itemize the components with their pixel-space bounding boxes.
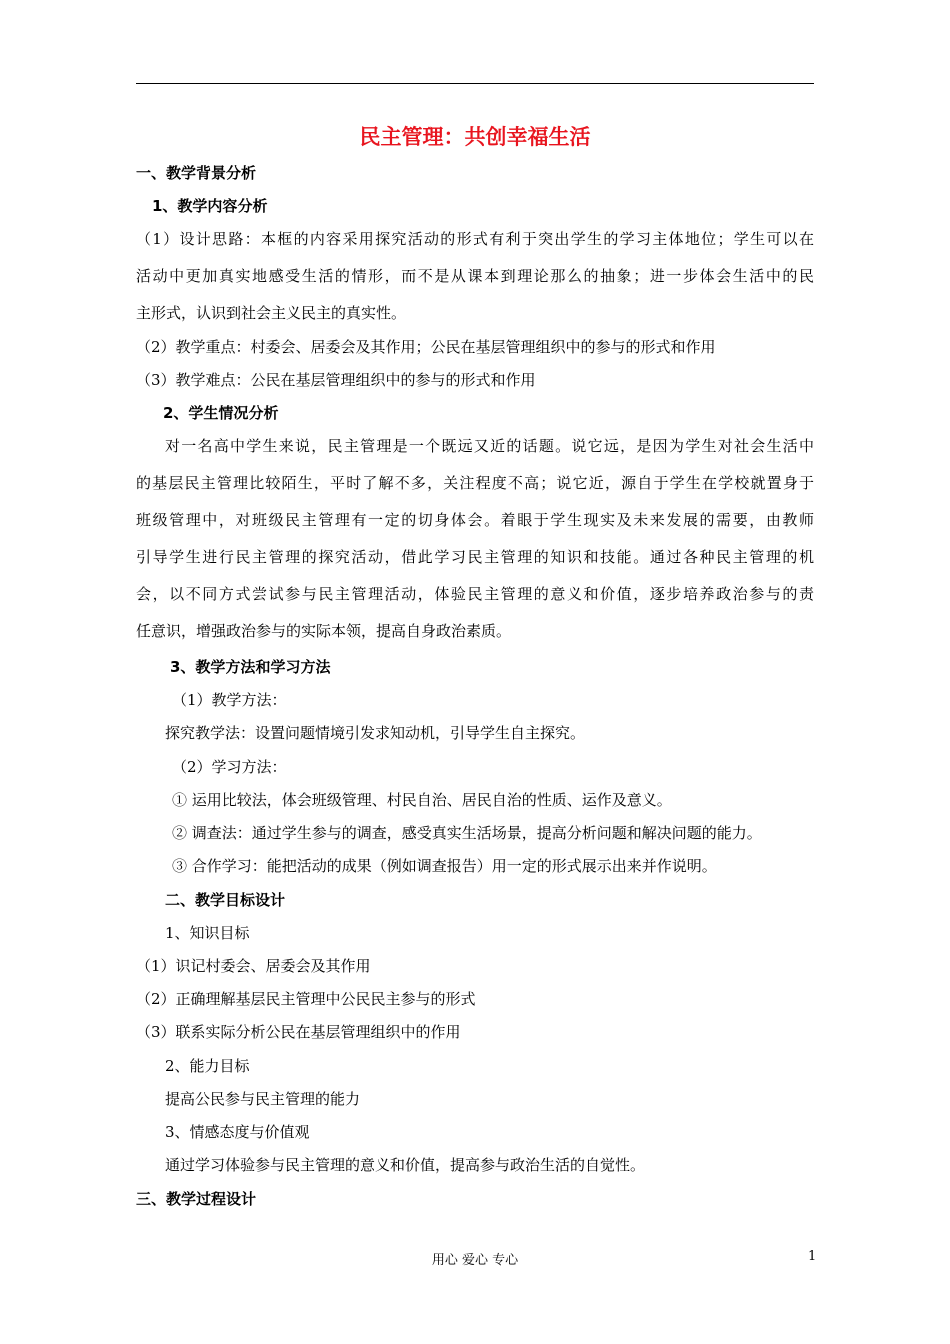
paragraph-line: 1、知识目标 [165,924,250,942]
paragraph-line: 通过学习体验参与民主管理的意义和价值，提高参与政治生活的自觉性。 [165,1156,646,1174]
paragraph-line: （2）教学重点：村委会、居委会及其作用；公民在基层管理组织中的参与的形式和作用 [136,338,716,356]
paragraph-line: （1）教学方法： [172,691,287,709]
paragraph-line: 探究教学法：设置问题情境引发求知动机，引导学生自主探究。 [165,724,586,742]
list-item: ① 运用比较法，体会班级管理、村民自治、居民自治的性质、运作及意义。 [172,791,672,809]
paragraph-line: （1）设计思路：本框的内容采用探究活动的形式有利于突出学生的学习主体地位；学生可以在 [136,230,814,248]
page-title: 民主管理：共创幸福生活 [359,125,591,149]
paragraph-line: （2）正确理解基层民主管理中公民民主参与的形式 [136,990,476,1008]
section-heading-2: 二、教学目标设计 [165,891,286,909]
paragraph-line: （3）教学难点：公民在基层管理组织中的参与的形式和作用 [136,371,536,389]
paragraph-line: 会，以不同方式尝试参与民主管理活动，体验民主管理的意义和价值，逐步培养政治参与的责 [136,585,814,603]
paragraph-line: 引导学生进行民主管理的探究活动，借此学习民主管理的知识和技能。通过各种民主管理的机 [136,548,814,566]
subsection-heading: 3、教学方法和学习方法 [170,658,331,676]
paragraph-line: 的基层民主管理比较陌生，平时了解不多，关注程度不高；说它近，源自于学生在学校就置身于 [136,474,814,492]
subsection-heading: 1、教学内容分析 [152,197,268,215]
list-item: ② 调查法：通过学生参与的调查，感受真实生活场景，提高分析问题和解决问题的能力。 [172,824,762,842]
section-heading-1: 一、教学背景分析 [136,164,257,182]
paragraph-line: 对一名高中学生来说，民主管理是一个既远又近的话题。说它远，是因为学生对社会生活中 [165,437,814,455]
paragraph-line: 活动中更加真实地感受生活的情形，而不是从课本到理论那么的抽象；进一步体会生活中的民 [136,267,814,285]
paragraph-line: （3）联系实际分析公民在基层管理组织中的作用 [136,1023,461,1041]
page-number: 1 [808,1249,817,1264]
subsection-heading: 2、学生情况分析 [163,404,279,422]
paragraph-line: 主形式，认识到社会主义民主的真实性。 [136,304,407,322]
paragraph-line: （1）识记村委会、居委会及其作用 [136,957,371,975]
paragraph-line: 3、情感态度与价值观 [165,1123,310,1141]
paragraph-line: 2、能力目标 [165,1057,250,1075]
paragraph-line: （2）学习方法： [172,758,287,776]
section-heading-3: 三、教学过程设计 [136,1190,257,1208]
paragraph-line: 提高公民参与民主管理的能力 [165,1090,361,1108]
list-item: ③ 合作学习：能把活动的成果（例如调查报告）用一定的形式展示出来并作说明。 [172,857,717,875]
header-rule [136,83,814,84]
paragraph-line: 任意识，增强政治参与的实际本领，提高自身政治素质。 [136,622,512,640]
paragraph-line: 班级管理中，对班级民主管理有一定的切身体会。着眼于学生现实及未来发展的需要，由教师 [136,511,814,529]
page-footer: 用心 爱心 专心 [431,1253,519,1268]
